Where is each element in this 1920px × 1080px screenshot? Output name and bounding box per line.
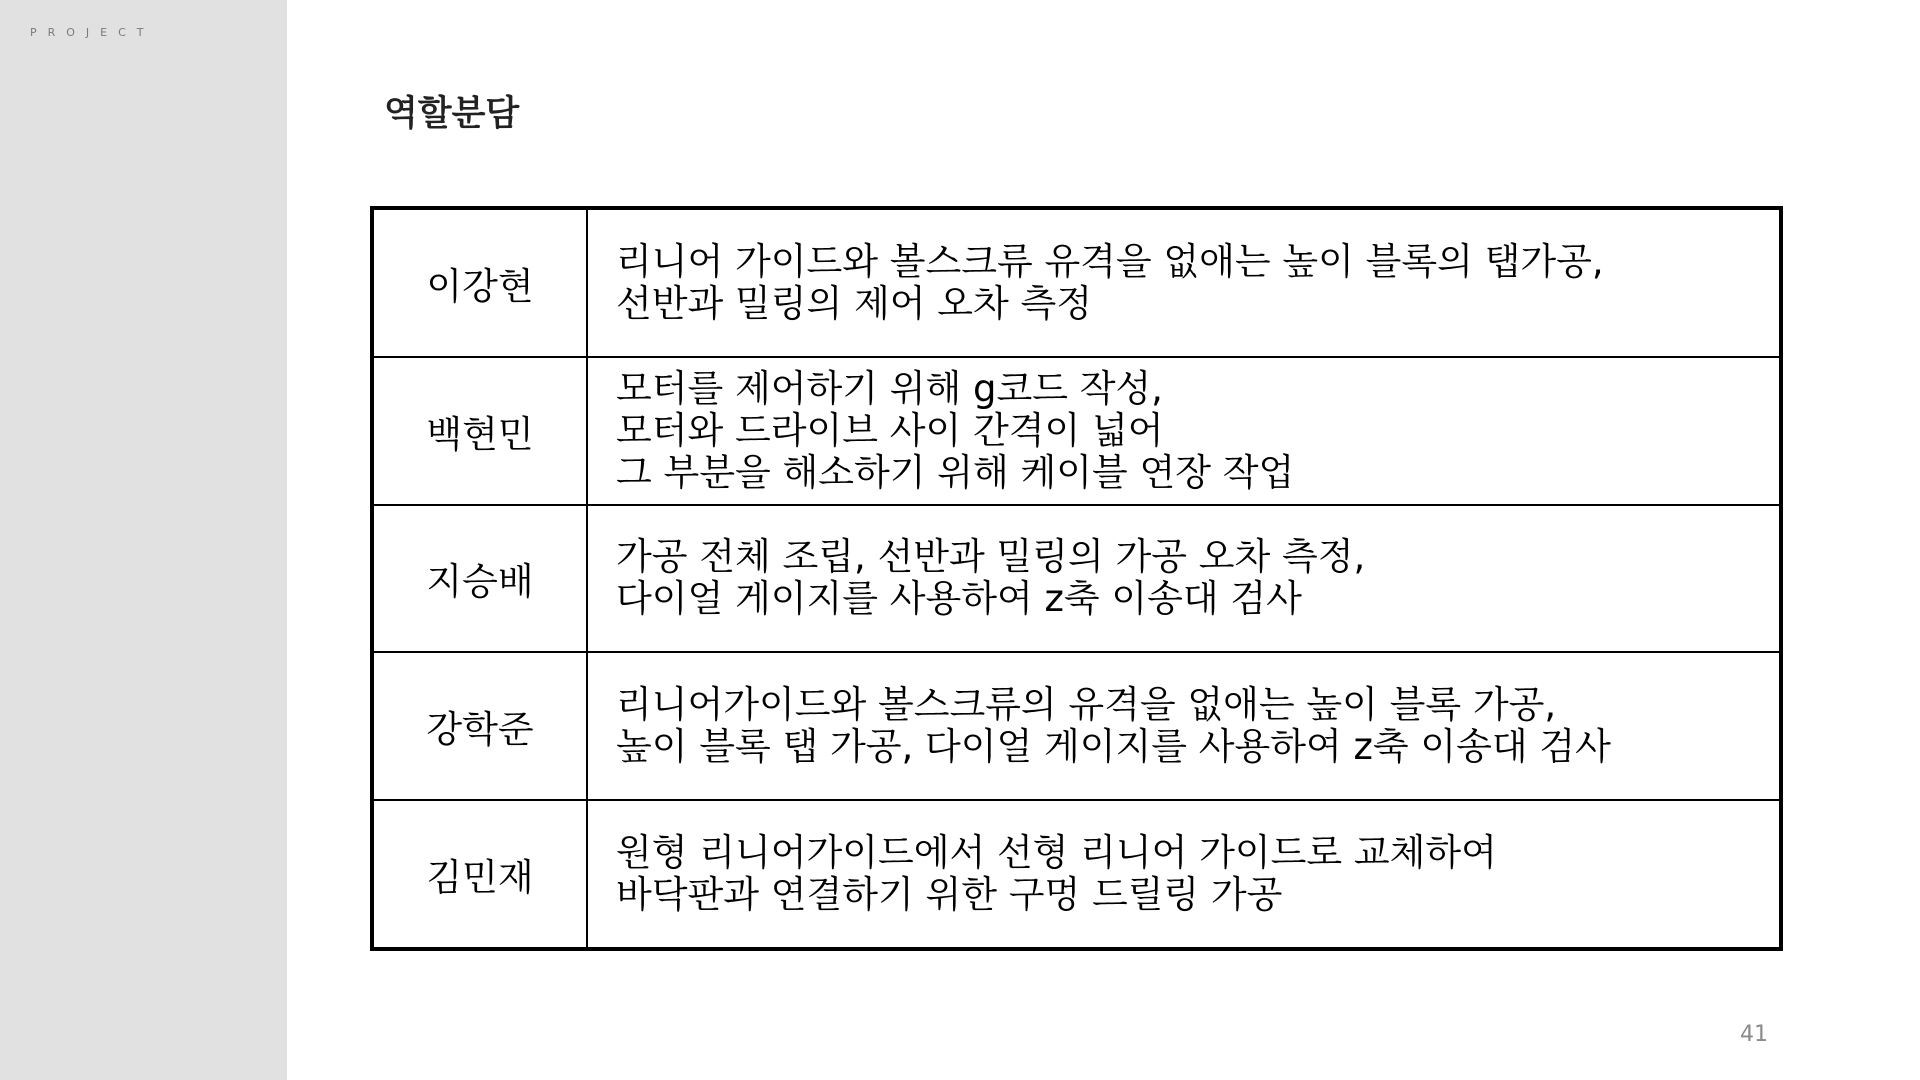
duty-line: 높이 블록 탭 가공, 다이얼 게이지를 사용하여 z축 이송대 검사 xyxy=(616,725,1611,769)
duty-line: 그 부분을 해소하기 위해 케이블 연장 작업 xyxy=(616,450,1295,494)
member-name: 백현민 xyxy=(372,357,587,505)
table-row xyxy=(372,800,1781,949)
roles-table xyxy=(370,206,1783,951)
member-duties xyxy=(587,505,1781,653)
duty-line: 모터와 드라이브 사이 간격이 넓어 xyxy=(616,408,1164,452)
member-duties xyxy=(587,208,1781,357)
table-row xyxy=(372,208,1781,357)
member-name: 이강현 xyxy=(372,208,587,357)
duty-line: 모터를 제어하기 위해 g코드 작성, xyxy=(616,366,1163,410)
duty-line: 원형 리니어가이드에서 선형 리니어 가이드로 교체하여 xyxy=(616,831,1497,875)
side-panel xyxy=(0,0,287,1080)
duty-line: 다이얼 게이지를 사용하여 z축 이송대 검사 xyxy=(616,577,1302,621)
member-duties xyxy=(587,652,1781,800)
duty-line: 바닥판과 연결하기 위한 구멍 드릴링 가공 xyxy=(616,873,1283,917)
member-name: 지승배 xyxy=(372,505,587,653)
page-number: 41 xyxy=(1740,1022,1768,1047)
member-duties xyxy=(587,357,1781,505)
table-row xyxy=(372,505,1781,653)
member-duties xyxy=(587,800,1781,949)
page-title: 역할분담 xyxy=(384,94,520,134)
member-name: 강학준 xyxy=(372,652,587,800)
section-label: PROJECT xyxy=(30,26,155,39)
duty-line: 선반과 밀링의 제어 오차 측정 xyxy=(616,281,1092,325)
member-name: 김민재 xyxy=(372,800,587,949)
duty-line: 리니어가이드와 볼스크류의 유격을 없애는 높이 블록 가공, xyxy=(616,683,1557,727)
duty-line: 가공 전체 조립, 선반과 밀링의 가공 오차 측정, xyxy=(616,535,1366,579)
duty-line: 리니어 가이드와 볼스크류 유격을 없애는 높이 블록의 탭가공, xyxy=(616,239,1604,283)
table-row xyxy=(372,652,1781,800)
table-row xyxy=(372,357,1781,505)
